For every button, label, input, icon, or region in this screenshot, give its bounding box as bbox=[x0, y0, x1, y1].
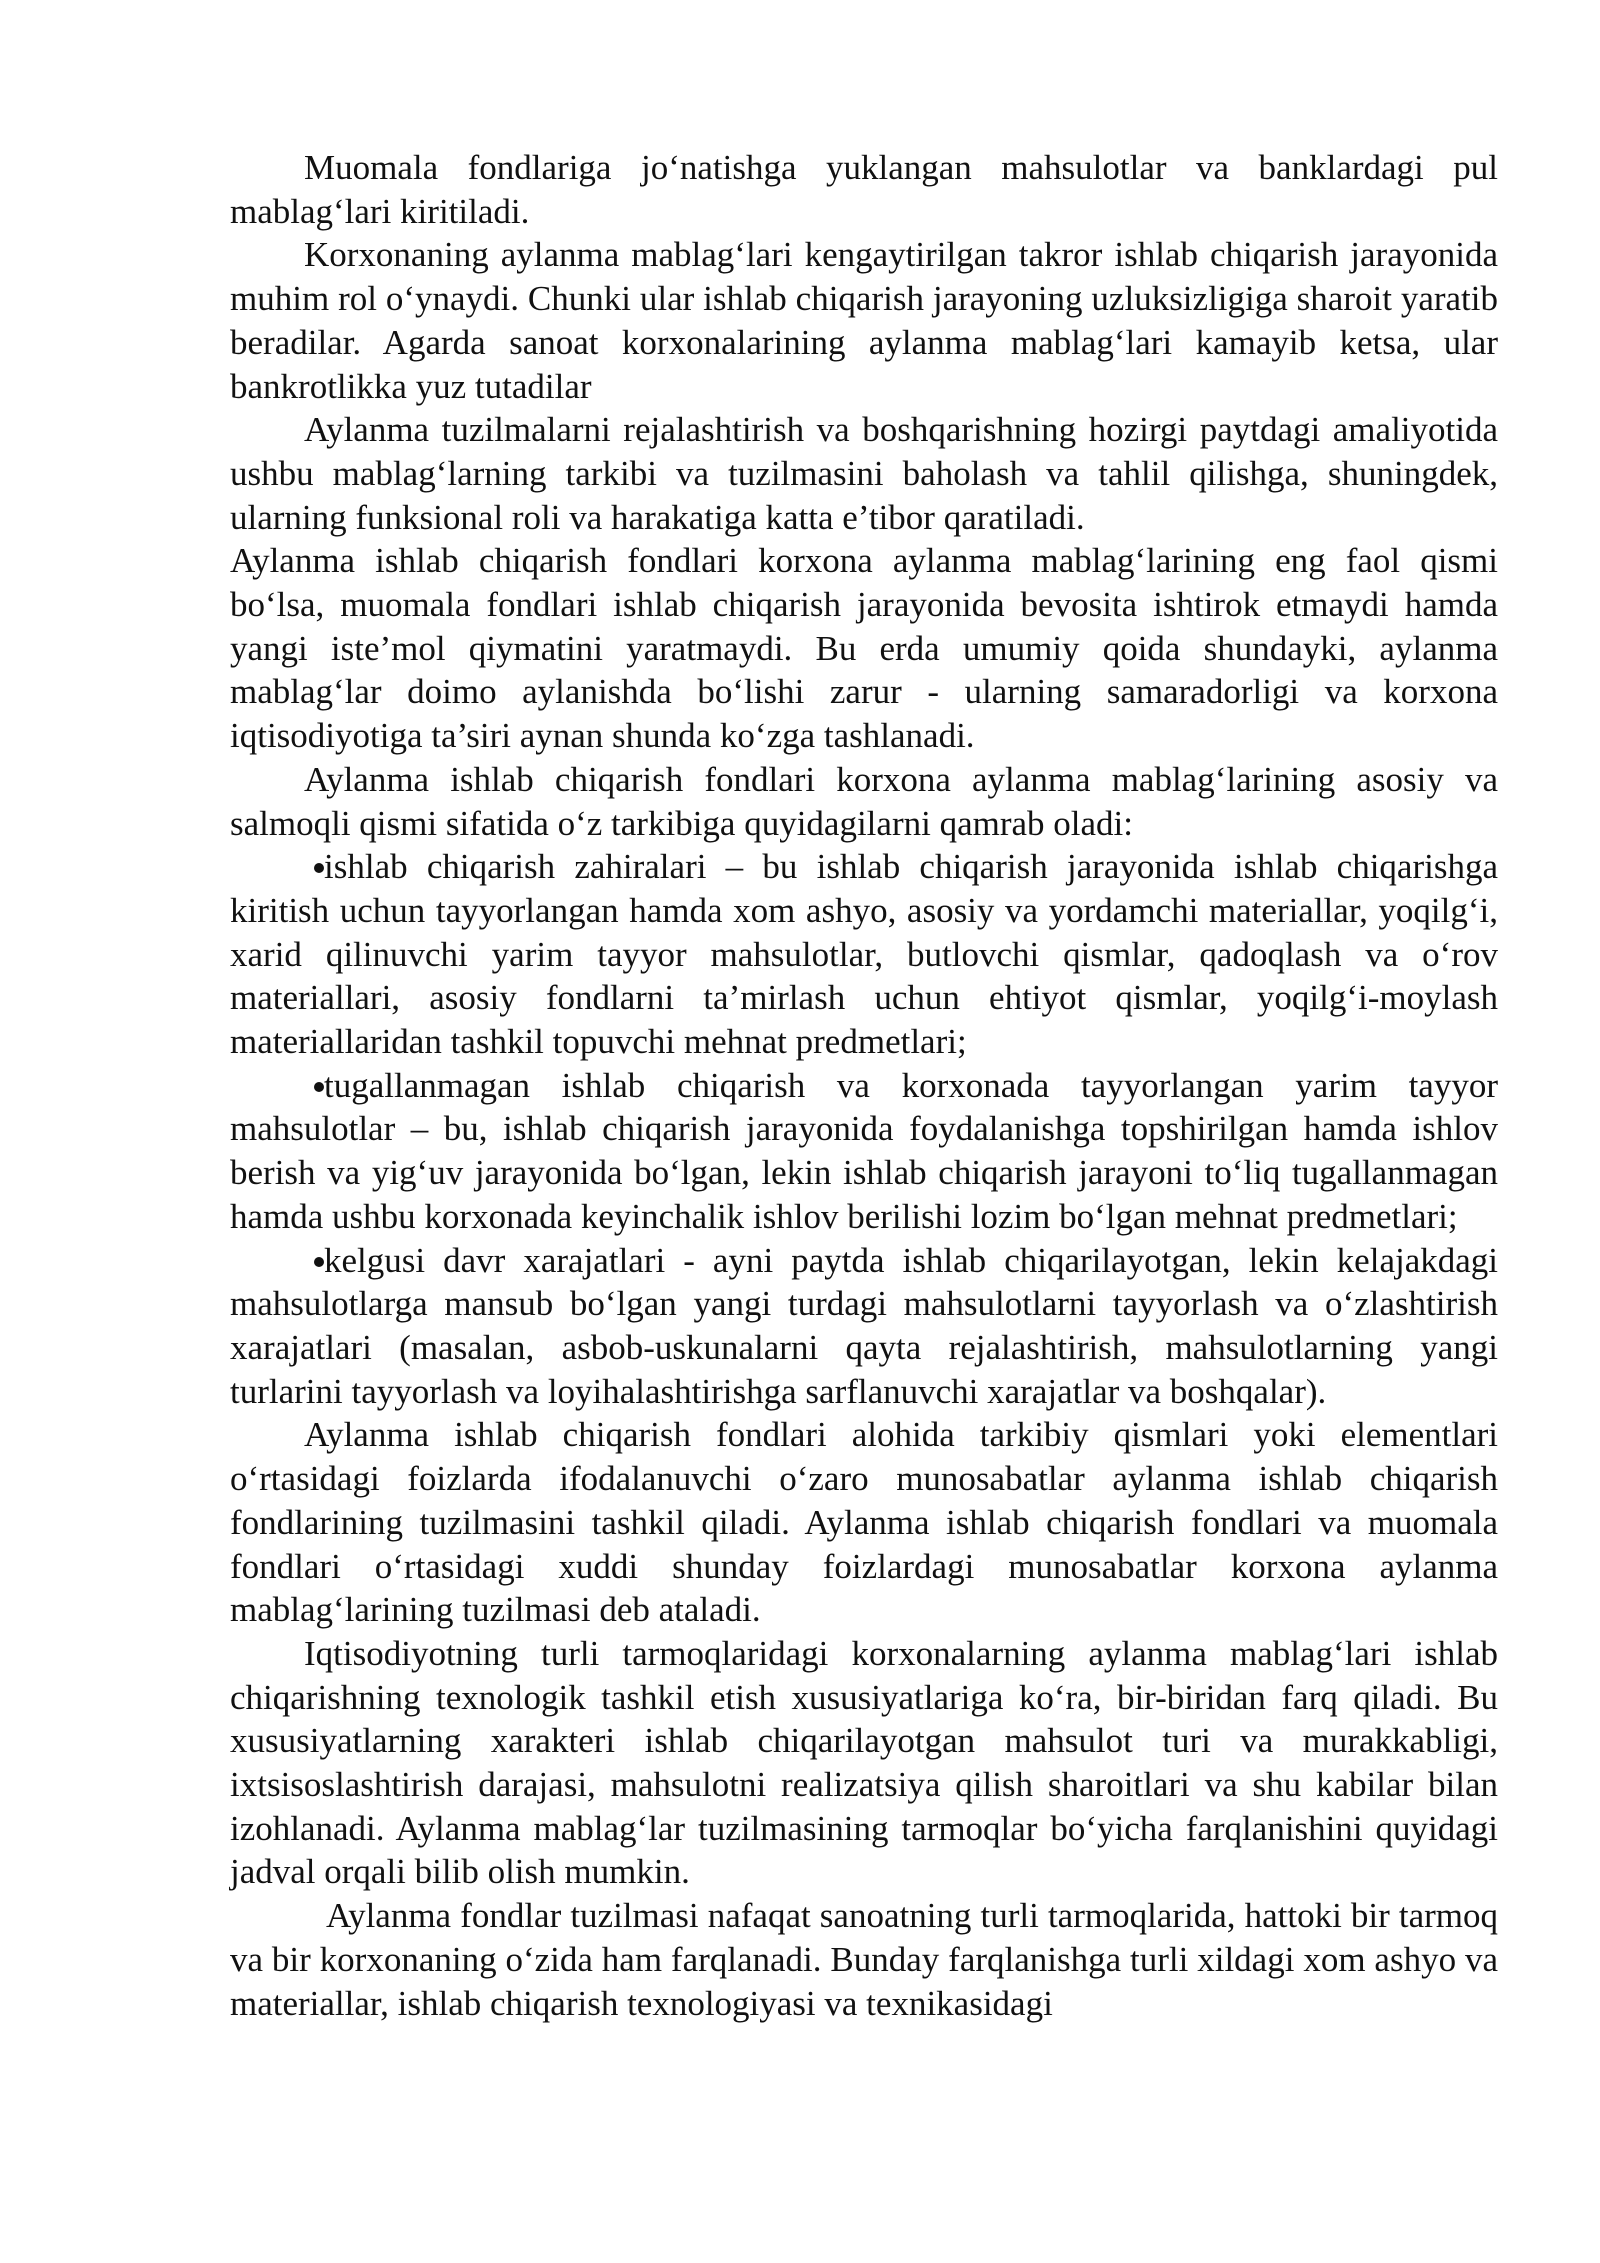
bullet-item-unfinished-production bbox=[230, 1064, 1498, 1239]
paragraph-4: Aylanma ishlab chiqarish fondlari korxona aylanma mablag‘larining eng faol qismi bo‘lsa, muomala fondlari ishlab chiqarish jarayonida bevosita ishtirok etmaydi hamda yangi iste’mol qiymatini yaratmaydi. Bu erda umumiy qoida shundayki, aylanma mablag‘lar doimo aylanishda bo‘lishi zarur - ularning samaradorligi va korxona iqtisodiyotiga ta’siri aynan shunda ko‘zga tashlanadi. bbox=[230, 541, 1498, 756]
bullet-text: ishlab chiqarish zahiralari – bu ishlab chiqarish jarayonida ishlab chiqarishga kiritish uchun tayyorlangan hamda xom ashyo, asosiy va yordamchi materiallar, yoqilg‘i, xarid qilinuvchi yarim tayyor mahsulotlar, butlovchi qismlar, qadoqlash va o‘rov materiallari, asosiy fondlarni ta’mirlash uchun ehtiyot qismlar, yoqilg‘i-moylash materiallaridan tashkil topuvchi mehnat predmetlari; bbox=[230, 847, 1498, 1062]
paragraph-5: Aylanma ishlab chiqarish fondlari korxona aylanma mablag‘larining asosiy va salmoqli qismi sifatida o‘z tarkibiga quyidagilarni qamrab oladi: bbox=[230, 759, 1498, 843]
paragraph-2: Korxonaning aylanma mablag‘lari kengaytirilgan takror ishlab chiqarish jarayonida muhim rol o‘ynaydi. Chunki ular ishlab chiqarish jarayoning uzluksizligiga sharoit yaratib beradilar. Agarda sanoat korxonalarining aylanma mablag‘lari kamayib ketsa, ular bankrotlikka yuz tutadilar bbox=[230, 235, 1498, 406]
paragraph-6: Aylanma ishlab chiqarish fondlari alohida tarkibiy qismlari yoki elementlari o‘rtasidagi foizlarda ifodalanuvchi o‘zaro munosabatlar aylanma ishlab chiqarish fondlarining tuzilmasini tashkil qiladi. Aylanma ishlab chiqarish fondlari va muomala fondlari o‘rtasidagi xuddi shunday foizlardagi munosabatlar korxona aylanma mablag‘larining tuzilmasi deb ataladi. bbox=[230, 1415, 1498, 1630]
bullet-dot-icon bbox=[314, 1082, 324, 1092]
bullet-item-production-reserves bbox=[230, 845, 1498, 1064]
bullet-text: kelgusi davr xarajatlari - ayni paytda ishlab chiqarilayotgan, lekin kelajakdagi mahsulotlarga mansub bo‘lgan yangi turdagi mahsulotlarni tayyorlash va o‘zlashtirish xarajatlari (masalan, asbob-uskunalarni qayta rejalashtirish, mahsulotlarning yangi turlarini tayyorlash va loyihalashtirishga sarflanuvchi xarajatlar va boshqalar). bbox=[230, 1240, 1498, 1411]
bullet-text: tugallanmagan ishlab chiqarish va korxonada tayyorlangan yarim tayyor mahsulotlar – bu, ishlab chiqarish jarayonida foydalanishga topshirilgan hamda ishlov berish va yig‘uv jarayonida bo‘lgan, lekin ishlab chiqarish jarayoni to‘liq tugallanmagan hamda ushbu korxonada keyinchalik ishlov berilishi lozim bo‘lgan mehnat predmetlari; bbox=[230, 1065, 1498, 1236]
bullet-item-future-expenses bbox=[230, 1239, 1498, 1414]
bullet-dot-icon bbox=[314, 1257, 324, 1267]
paragraph-7: Iqtisodiyotning turli tarmoqlaridagi korxonalarning aylanma mablag‘lari ishlab chiqarishning texnologik tashkil etish xususiyatlariga ko‘ra, bir-biridan farq qiladi. Bu xususiyatlarning xarakteri ishlab chiqarilayotgan mahsulot turi va murakkabligi, ixtsisoslashtirish darajasi, mahsulotni realizatsiya qilish sharoitlari va shu kabilar bilan izohlanadi. Aylanma mablag‘lar tuzilmasining tarmoqlar bo‘yicha farqlanishini quyidagi jadval orqali bilib olish mumkin. bbox=[230, 1633, 1498, 1892]
bullet-dot-icon bbox=[314, 863, 324, 873]
paragraph-8: Aylanma fondlar tuzilmasi nafaqat sanoatning turli tarmoqlarida, hattoki bir tarmoq va bir korxonaning o‘zida ham farqlanadi. Bunday farqlanishga turli xildagi xom ashyo va materiallar, ishlab chiqarish texnologiyasi va texnikasidagi bbox=[230, 1896, 1498, 2023]
document-page bbox=[230, 146, 1498, 2025]
paragraph-3: Aylanma tuzilmalarni rejalashtirish va boshqarishning hozirgi paytdagi amaliyotida ushbu mablag‘larning tarkibi va tuzilmasini baholash va tahlil qilishga, shuningdek, ularning funksional roli va harakatiga katta e’tibor qaratiladi. bbox=[230, 410, 1498, 537]
paragraph-1: Muomala fondlariga jo‘natishga yuklangan mahsulotlar va banklardagi pul mablag‘lari kiritiladi. bbox=[230, 148, 1498, 231]
